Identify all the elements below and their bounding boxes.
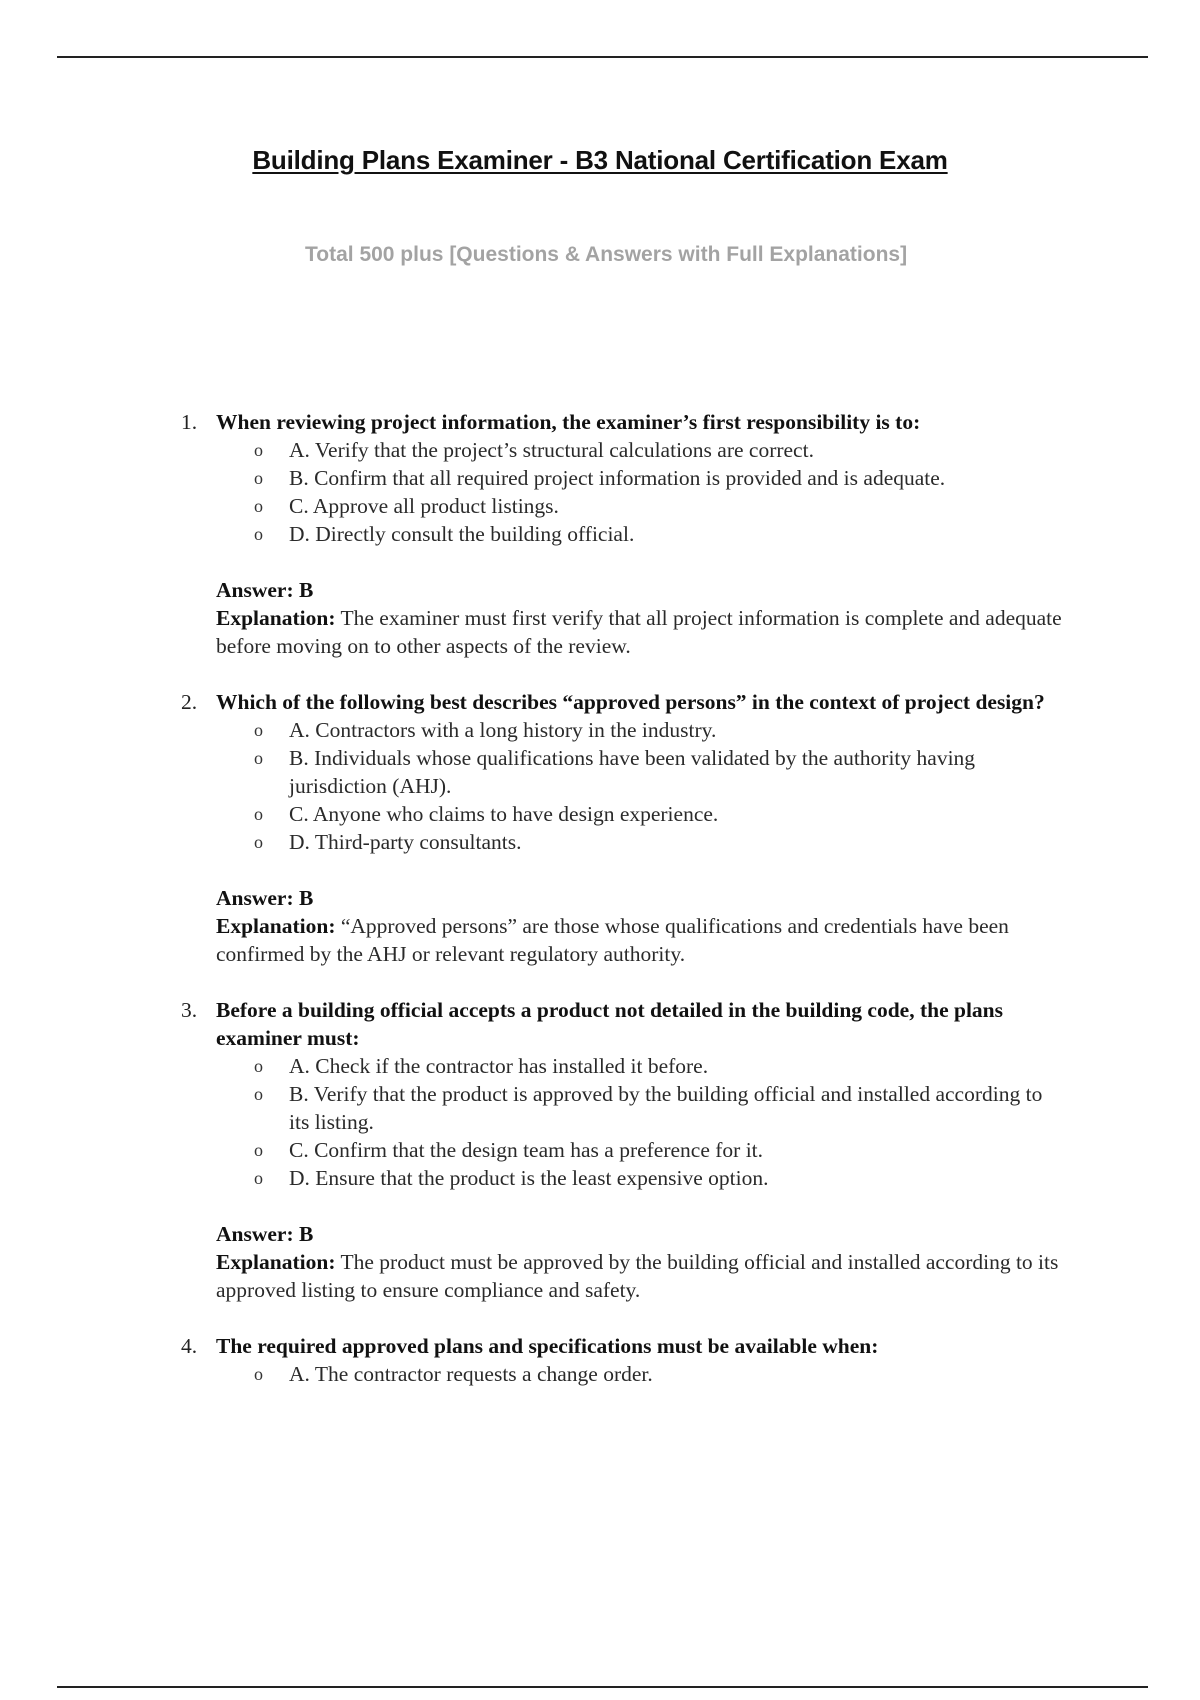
answer-value: B [299, 1222, 314, 1246]
question-text: When reviewing project information, the examiner’s first responsibility is to: [216, 410, 921, 434]
question-number: 3. [181, 998, 198, 1022]
option-a: o A. Check if the contractor has installed it before. [254, 1054, 709, 1078]
option-list [0, 1052, 1200, 1192]
explanation-text: “Approved persons” are those whose qualifications and credentials have been confirmed by the AHJ or relevant regulatory authority. [216, 914, 1009, 966]
question-stem [0, 1332, 1200, 1360]
bullet-icon: o [254, 748, 263, 768]
bullet-icon: o [254, 468, 263, 488]
option-a: o A. The contractor requests a change order. [254, 1362, 653, 1386]
question-text: The required approved plans and specifications must be available when: [216, 1334, 879, 1358]
answer-line: Answer: B [216, 1222, 314, 1246]
bullet-icon: o [254, 1056, 263, 1076]
answer-value: B [299, 578, 314, 602]
question-4 [0, 1332, 1200, 1388]
option-b: o B. Confirm that all required project information is provided and is adequate. [254, 466, 946, 490]
explanation-line: Explanation: The product must be approved by the building official and installed according to its approved listing to ensure compliance and safety. [216, 1250, 1059, 1302]
bullet-icon: o [254, 832, 263, 852]
question-stem [0, 996, 1200, 1052]
question-number: 1. [181, 410, 198, 434]
bullet-icon: o [254, 804, 263, 824]
bullet-icon: o [254, 440, 263, 460]
option-list [0, 436, 1200, 548]
bullet-icon: o [254, 720, 263, 740]
option-d: o D. Third-party consultants. [254, 830, 522, 854]
option-b: o B. Verify that the product is approved by the building official and installed according to its listing. [254, 1082, 1043, 1134]
option-c: o C. Anyone who claims to have design experience. [254, 802, 719, 826]
answer-block [0, 576, 1200, 660]
bullet-icon: o [254, 524, 263, 544]
bullet-icon: o [254, 496, 263, 516]
explanation-text: The examiner must first verify that all project information is complete and adequate before moving on to other aspects of the review. [216, 606, 1062, 658]
explanation-line: Explanation: “Approved persons” are those whose qualifications and credentials have been confirmed by the AHJ or relevant regulatory authority. [216, 914, 1009, 966]
option-list [0, 716, 1200, 856]
answer-line: Answer: B [216, 886, 314, 910]
option-a: o A. Contractors with a long history in the industry. [254, 718, 717, 742]
question-1 [0, 408, 1200, 660]
question-stem [0, 408, 1200, 436]
explanation-line: Explanation: The examiner must first verify that all project information is complete and adequate before moving on to other aspects of the review. [216, 606, 1062, 658]
question-number: 4. [181, 1334, 198, 1358]
question-number: 2. [181, 690, 198, 714]
option-a: o A. Verify that the project’s structural calculations are correct. [254, 438, 814, 462]
answer-value: B [299, 886, 314, 910]
bullet-icon: o [254, 1140, 263, 1160]
header-rule [57, 56, 1148, 58]
document-title: Building Plans Examiner - B3 National Certification Exam [252, 145, 948, 175]
answer-block [0, 884, 1200, 968]
question-2 [0, 688, 1200, 968]
answer-block [0, 1220, 1200, 1304]
bullet-icon: o [254, 1168, 263, 1188]
bullet-icon: o [254, 1084, 263, 1104]
question-text: Before a building official accepts a product not detailed in the building code, the plans examiner must: [216, 998, 1004, 1050]
document-subtitle: Total 500 plus [Questions & Answers with Full Explanations] [305, 243, 908, 266]
question-list [0, 408, 1200, 1416]
answer-line: Answer: B [216, 578, 314, 602]
option-b: o B. Individuals whose qualifications have been validated by the authority having jurisdiction (AHJ). [254, 746, 976, 798]
question-text: Which of the following best describes “approved persons” in the context of project design? [216, 690, 1045, 714]
option-c: o C. Approve all product listings. [254, 494, 559, 518]
question-3 [0, 996, 1200, 1304]
option-d: o D. Ensure that the product is the least expensive option. [254, 1166, 769, 1190]
question-stem [0, 688, 1200, 716]
option-c: o C. Confirm that the design team has a preference for it. [254, 1138, 764, 1162]
option-list [0, 1360, 1200, 1388]
footer-rule [57, 1686, 1148, 1688]
bullet-icon: o [254, 1364, 263, 1384]
option-d: o D. Directly consult the building official. [254, 522, 635, 546]
explanation-text: The product must be approved by the building official and installed according to its approved listing to ensure compliance and safety. [216, 1250, 1059, 1302]
